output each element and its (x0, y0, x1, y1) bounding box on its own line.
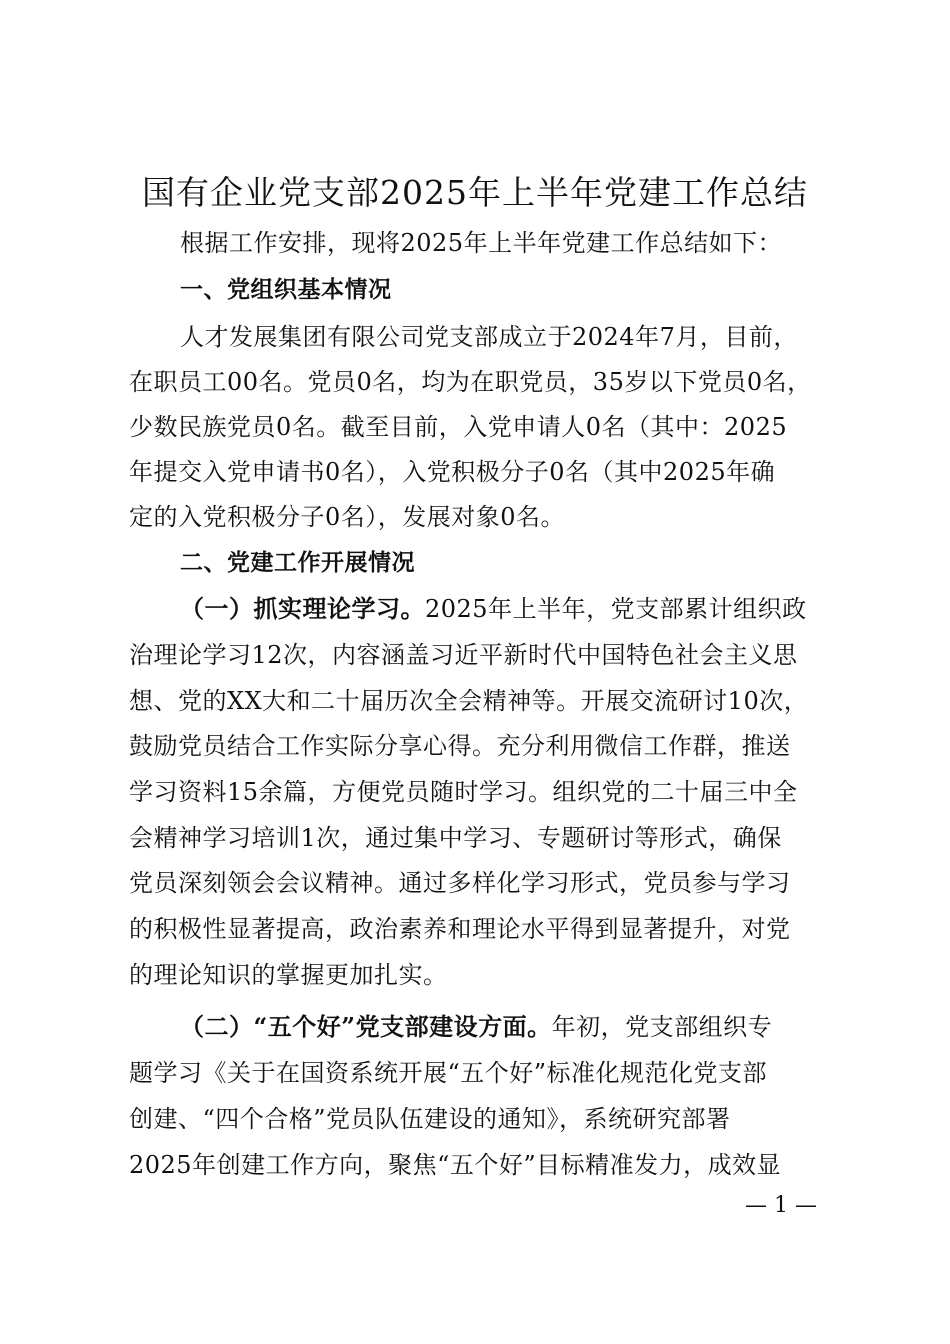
paragraph-line: 2025年创建工作方向，聚焦“五个好”目标精准发力，成效显 (129, 1151, 782, 1179)
paragraph-line: 在职员工00名。党员0名，均为在职党员，35岁以下党员0名， (129, 368, 812, 396)
section-heading-2: 二、党建工作开展情况 (180, 550, 415, 576)
subsection-lead-2: （二）“五个好”党支部建设方面。 (180, 1012, 552, 1041)
paragraph-line: 年提交入党申请书0名），入党积极分子0名（其中2025年确 (129, 458, 776, 486)
subsection-lead-1: （一）抓实理论学习。 (180, 594, 425, 623)
paragraph-line: 的积极性显著提高，政治素养和理论水平得到显著提升，对党 (129, 915, 791, 943)
paragraph-line: 少数民族党员0名。截至目前，入党申请人0名（其中：2025 (129, 413, 788, 441)
paragraph-line: 的理论知识的掌握更加扎实。 (129, 961, 448, 989)
page-number: — 1 — (745, 1193, 817, 1218)
paragraph-line: 创建、“四个合格”党员队伍建设的通知》，系统研究部署 (129, 1105, 731, 1133)
subsection-first-rest: 2025年上半年，党支部累计组织政 (425, 595, 807, 623)
paragraph-line: 题学习《关于在国资系统开展“五个好”标准化规范化党支部 (129, 1059, 768, 1087)
intro-paragraph: 根据工作安排，现将2025年上半年党建工作总结如下： (180, 229, 783, 257)
paragraph-line: 人才发展集团有限公司党支部成立于2024年7月，目前， (180, 323, 798, 351)
subsection-first-line (180, 594, 830, 624)
paragraph-line: 定的入党积极分子0名），发展对象0名。 (129, 503, 566, 531)
section-heading-1: 一、党组织基本情况 (180, 277, 392, 303)
paragraph-line: 鼓励党员结合工作实际分享心得。充分利用微信工作群，推送 (129, 732, 791, 760)
paragraph-line: 会精神学习培训1次，通过集中学习、专题研讨等形式，确保 (129, 824, 782, 852)
paragraph-line: 党员深刻领会会议精神。通过多样化学习形式，党员参与学习 (129, 869, 791, 897)
paragraph-line: 治理论学习12次，内容涵盖习近平新时代中国特色社会主义思 (129, 641, 798, 669)
paragraph-line: 想、党的XX大和二十届历次全会精神等。开展交流研讨10次， (129, 687, 809, 715)
document-title: 国有企业党支部2025年上半年党建工作总结 (142, 173, 808, 212)
subsection-first-rest: 年初，党支部组织专 (551, 1013, 773, 1041)
subsection-first-line (180, 1012, 830, 1042)
paragraph-line: 学习资料15余篇，方便党员随时学习。组织党的二十届三中全 (129, 778, 798, 806)
